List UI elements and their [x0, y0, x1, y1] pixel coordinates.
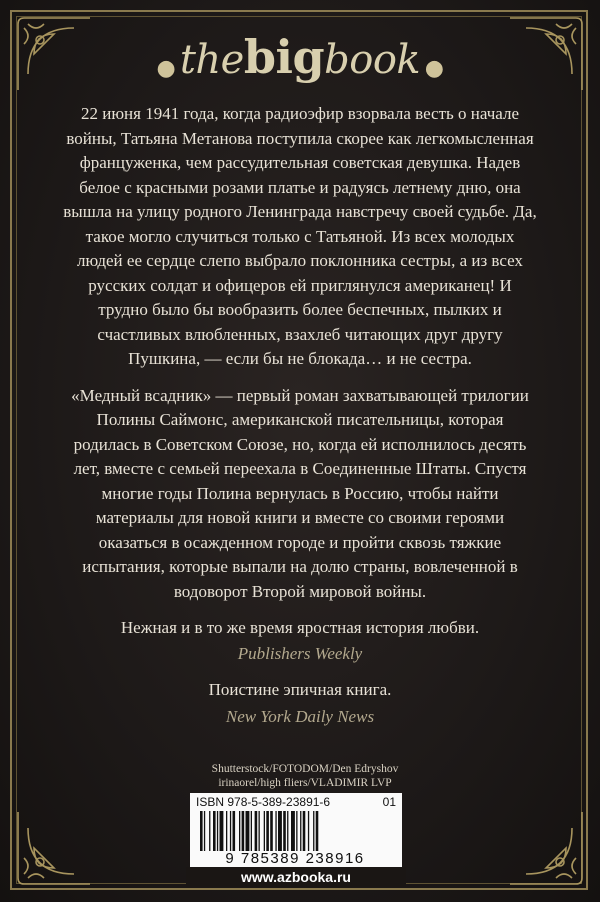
review-source: Publishers Weekly	[237, 644, 363, 663]
series-logo	[0, 30, 600, 84]
review-source: New York Daily News	[225, 707, 375, 726]
logo-book: book	[324, 37, 421, 83]
logo-big: big	[243, 30, 325, 84]
credits-line: irinaorel/high fliers/VLADIMIR LVP	[218, 777, 392, 789]
isbn-line	[196, 795, 396, 809]
isbn-text: ISBN 978-5-389-23891-6	[196, 795, 331, 809]
review-quote: Нежная и в то же время яростная история любви.	[120, 618, 480, 637]
barcode-digits: 9 785389 238916	[225, 850, 365, 867]
synopsis	[62, 102, 538, 616]
synopsis-paragraph: 22 июня 1941 года, когда радиоэфир взорвала весть о начале войны, Татьяна Метанова поступила скорее как легкомысленная француженка, чем рассудительная советская девушка. Надев белое с красными розами платье и радуясь летнему дню, она вышла на улицу родного Ленинграда навстречу своей судьбе. Да, такое могло случиться только с Татьяной. Из всех молодых людей ее сердце слепо выбрало поклонника сестры, а из всех русских солдат и офицеров ей приглянулся американец! И трудно было бы вообразить более беспечных, пылких и счастливых влюбленных, взахлеб читающих друг другу Пушкина, — если бы не блокада… и не сестра.	[63, 104, 537, 368]
barcode-icon	[200, 811, 390, 851]
corner-ornament-icon	[14, 808, 94, 888]
synopsis-paragraph: «Медный всадник» — первый роман захватывающей трилогии Полины Саймонс, американской писательницы, которая родилась в Советском Союзе, но, когда ей исполнилось десять лет, вместе с семьей переехала в Соединенные Штаты. Спустя многие годы Полина вернулась в Россию, чтобы найти материалы для новой книги и вместе со своими героями оказаться в осажденном городе и пройти сквозь тяжкие испытания, которые выпали на долю страны, вовлеченной в водоворот Второй мировой войны.	[71, 385, 529, 601]
credits-line: Shutterstock/FOTODOM/Den Edryshov	[211, 763, 399, 775]
review-quote: Поистине эпичная книга.	[208, 680, 392, 699]
logo-the: the	[179, 37, 244, 83]
publisher-website[interactable]: www.azbooka.ru	[186, 867, 406, 887]
corner-ornament-icon	[506, 808, 586, 888]
logo-dot-icon: ●	[424, 56, 444, 81]
photo-credits	[195, 762, 415, 790]
logo-dot-icon: ●	[156, 56, 176, 81]
isbn-addon: 01	[382, 795, 396, 809]
barcode-label	[190, 793, 402, 867]
